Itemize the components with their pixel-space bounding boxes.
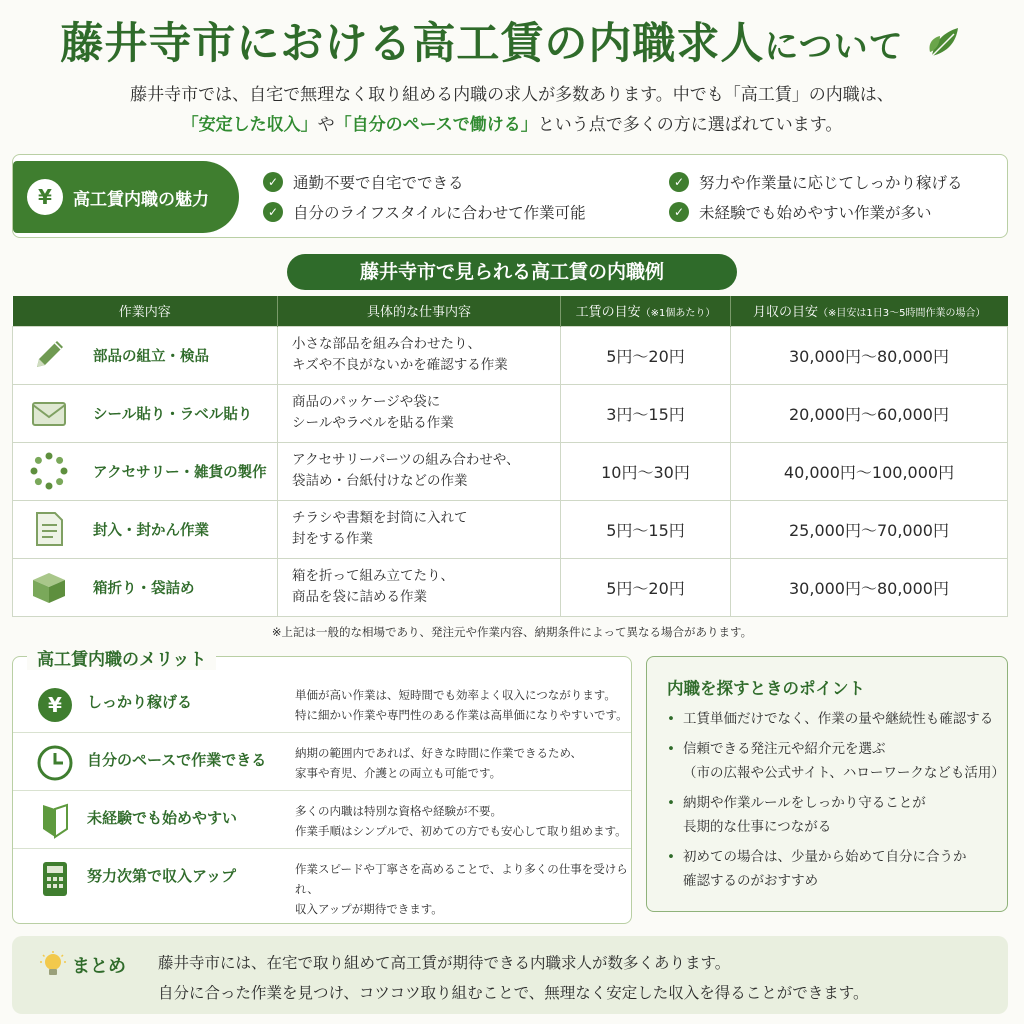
charm-item-label: 努力や作業量に応じてしっかり稼げる xyxy=(699,174,963,192)
merit-item xyxy=(13,849,631,916)
merits-box xyxy=(12,650,632,924)
description-cell: アクセサリーパーツの組み合わせや、 袋詰め・台紙付けなどの作業 xyxy=(278,442,561,500)
charm-item xyxy=(263,201,586,223)
merit-item xyxy=(13,675,631,733)
clock-icon xyxy=(35,743,75,783)
category-label: 部品の組立・検品 xyxy=(93,348,209,365)
examples-table xyxy=(12,296,1008,617)
merit-label: 自分のペースで作業できる xyxy=(87,751,267,769)
wage-cell: 10円〜30円 xyxy=(561,442,731,500)
charm-item-label: 未経験でも始めやすい作業が多い xyxy=(699,204,932,222)
category-label: 封入・封かん作業 xyxy=(93,522,209,539)
wage-cell: 3円〜15円 xyxy=(561,384,731,442)
column-header-category: 作業内容 xyxy=(13,296,278,326)
category-label: アクセサリー・雑貨の製作 xyxy=(93,464,267,481)
list-item: • 信頼できる発注元や紹介元を選ぶ （市の広報や公式サイト、ハローワークなども活用） xyxy=(667,737,1005,785)
envelope-icon xyxy=(29,393,69,433)
charm-item-label: 通勤不要で自宅でできる xyxy=(293,174,464,192)
monthly-cell: 25,000円〜70,000円 xyxy=(731,500,1008,558)
intro-text xyxy=(0,80,1024,140)
description-cell: チラシや書類を封筒に入れて 封をする作業 xyxy=(278,500,561,558)
merit-description: 作業スピードや丁寧さを高めることで、より多くの仕事を受けられ、 収入アップが期待できます。 xyxy=(295,862,628,916)
points-title: 内職を探すときのポイント xyxy=(667,679,865,698)
charm-tag-label: 高工賃内職の魅力 xyxy=(73,189,209,210)
monthly-header-note: （※目安は1日3〜5時間作業の場合） xyxy=(818,308,986,320)
intro-end: という点で多くの方に選ばれています。 xyxy=(537,115,843,135)
svg-text:¥: ¥ xyxy=(48,693,62,717)
table-header-row xyxy=(13,296,1008,326)
check-icon: ✓ xyxy=(669,202,689,222)
charm-item xyxy=(263,171,464,193)
merit-description: 納期の範囲内であれば、好きな時間に作業できるため、 家事や育児、介護との両立も可能です。 xyxy=(295,746,583,780)
table-row xyxy=(13,442,1008,500)
examples-heading: 藤井寺市で見られる高工賃の内職例 xyxy=(287,254,737,290)
document-icon xyxy=(29,509,69,549)
category-cell xyxy=(13,500,278,558)
beginner-mark-icon xyxy=(35,801,75,841)
merit-label: しっかり稼げる xyxy=(87,693,193,711)
category-cell xyxy=(13,384,278,442)
check-icon: ✓ xyxy=(263,172,283,192)
check-icon: ✓ xyxy=(669,172,689,192)
title-tail: について xyxy=(764,27,904,67)
description-cell: 商品のパッケージや袋に シールやラベルを貼る作業 xyxy=(278,384,561,442)
column-header-monthly xyxy=(731,296,1008,326)
description-cell: 箱を折って組み立てたり、 商品を袋に詰める作業 xyxy=(278,558,561,616)
table-row xyxy=(13,500,1008,558)
category-cell xyxy=(13,558,278,616)
leaf-icon xyxy=(924,22,964,62)
merits-title: 高工賃内職のメリット xyxy=(27,645,216,670)
wage-cell: 5円〜20円 xyxy=(561,558,731,616)
merit-label: 努力次第で収入アップ xyxy=(87,867,236,885)
category-cell xyxy=(13,326,278,384)
monthly-header-label: 月収の目安 xyxy=(753,305,819,321)
description-cell: 小さな部品を組み合わせたり、 キズや不良がないかを確認する作業 xyxy=(278,326,561,384)
summary-title: まとめ xyxy=(72,956,126,977)
charm-box xyxy=(12,154,1008,238)
column-header-description: 具体的な仕事内容 xyxy=(278,296,561,326)
box-icon xyxy=(29,567,69,607)
monthly-cell: 40,000円〜100,000円 xyxy=(731,442,1008,500)
intro-line-1: 藤井寺市では、自宅で無理なく取り組める内職の求人が多数あります。中でも「高工賃」の内職は、 xyxy=(130,85,894,105)
category-label: 箱折り・袋詰め xyxy=(93,580,195,597)
list-item: • 納期や作業ルールをしっかり守ることが 長期的な仕事につながる xyxy=(667,791,1005,839)
merit-label: 未経験でも始めやすい xyxy=(87,809,238,827)
charm-item xyxy=(669,201,932,223)
wage-header-note: （※1個あたり） xyxy=(640,308,716,320)
search-points-box xyxy=(646,656,1008,912)
category-label: シール貼り・ラベル貼り xyxy=(93,406,253,423)
monthly-cell: 30,000円〜80,000円 xyxy=(731,326,1008,384)
calculator-icon xyxy=(35,859,75,899)
monthly-cell: 20,000円〜60,000円 xyxy=(731,384,1008,442)
category-cell xyxy=(13,442,278,500)
table-row xyxy=(13,326,1008,384)
summary-box xyxy=(12,936,1008,1014)
lightbulb-icon xyxy=(38,950,68,980)
table-row xyxy=(13,558,1008,616)
bead-ring-icon xyxy=(29,451,69,491)
merit-item xyxy=(13,791,631,849)
check-icon: ✓ xyxy=(263,202,283,222)
list-item: • 初めての場合は、少量から始めて自分に合うか 確認するのがおすすめ xyxy=(667,845,1005,893)
column-header-wage xyxy=(561,296,731,326)
intro-mid: や xyxy=(317,115,335,135)
table-footnote: ※上記は一般的な相場であり、発注元や作業内容、納期条件によって異なる場合があります。 xyxy=(271,625,753,639)
charm-item xyxy=(669,171,963,193)
merit-description: 単価が高い作業は、短時間でも効率よく収入につながります。 特に細かい作業や専門性のある作業は高単価になりやすいです。 xyxy=(295,688,628,722)
highlight-stable-income: 「安定した収入」 xyxy=(181,115,318,135)
points-list xyxy=(667,707,1005,899)
page-title xyxy=(0,10,1024,70)
list-item: • 工賃単価だけでなく、作業の量や継続性も確認する xyxy=(667,707,1005,731)
merit-item xyxy=(13,733,631,791)
highlight-own-pace: 「自分のペースで働ける」 xyxy=(334,115,538,135)
wage-cell: 5円〜20円 xyxy=(561,326,731,384)
wage-header-label: 工賃の目安 xyxy=(575,305,641,321)
summary-text: 藤井寺市には、在宅で取り組めて高工賃が期待できる内職求人が数多くあります。 自分に合った作業を見つけ、コツコツ取り組むことで、無理なく安定した収入を得ることができます。 xyxy=(158,954,869,1002)
merit-description: 多くの内職は特別な資格や経験が不要。 作業手順はシンプルで、初めての方でも安心して取り組めます。 xyxy=(295,804,627,838)
yen-icon: ¥ xyxy=(27,179,63,215)
charm-item-label: 自分のライフスタイルに合わせて作業可能 xyxy=(293,204,586,222)
intro-line-2 xyxy=(0,110,1024,140)
wage-cell: 5円〜15円 xyxy=(561,500,731,558)
monthly-cell: 30,000円〜80,000円 xyxy=(731,558,1008,616)
pencil-icon xyxy=(29,335,69,375)
charm-tag xyxy=(13,161,239,233)
title-main: 藤井寺市における高工賃の内職求人 xyxy=(60,19,765,69)
yen-coin-icon xyxy=(35,685,75,725)
table-row xyxy=(13,384,1008,442)
